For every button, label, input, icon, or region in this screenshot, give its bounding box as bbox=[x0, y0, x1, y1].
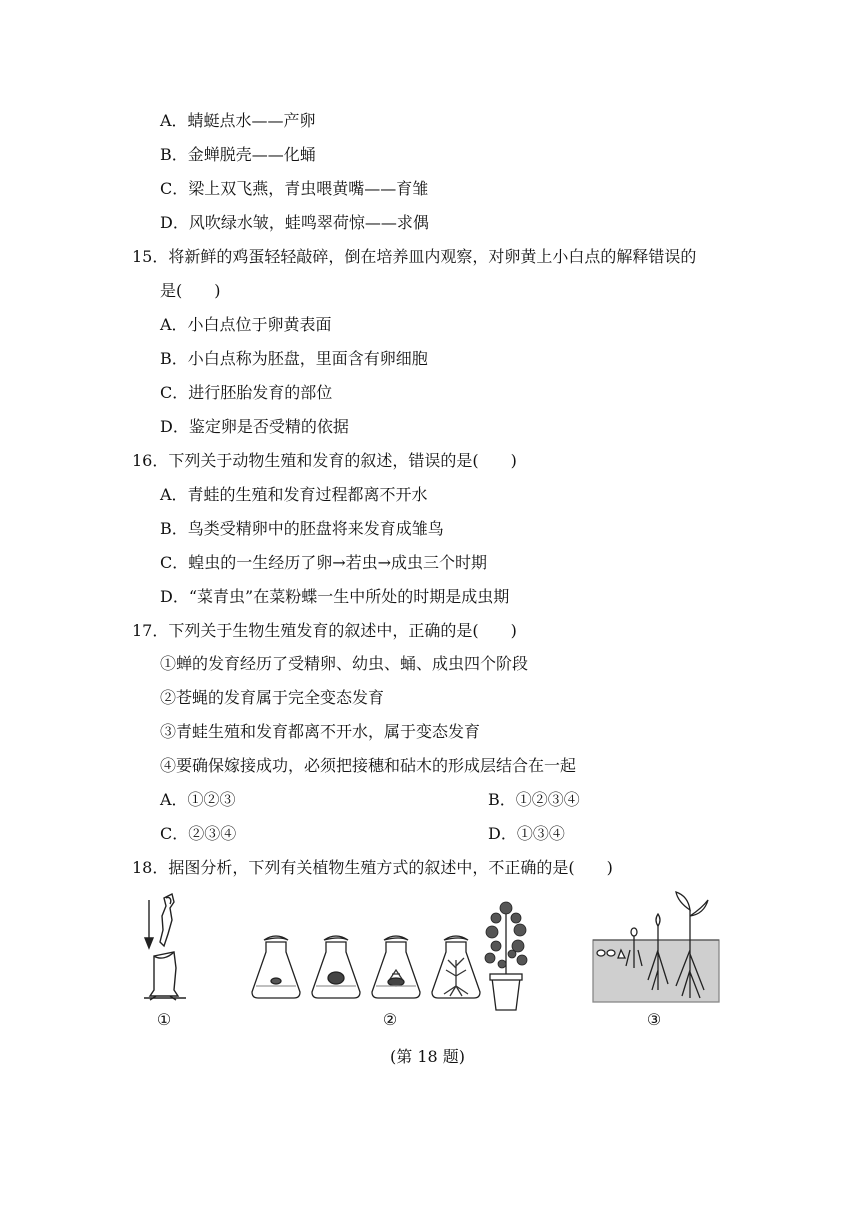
q14-option-a: A．蜻蜓点水——产卵 bbox=[160, 111, 316, 130]
q15-stem-line2: 是( ) bbox=[160, 281, 221, 300]
q17-statement-4: ④要确保嫁接成功，必须把接穗和砧木的形成层结合在一起 bbox=[160, 756, 577, 775]
tissue-culture-illustration bbox=[252, 902, 527, 1010]
q15-option-a: A．小白点位于卵黄表面 bbox=[160, 315, 332, 334]
q17-option-b: B．①②③④ bbox=[488, 790, 580, 809]
q15-option-b: B．小白点称为胚盘，里面含有卵细胞 bbox=[160, 349, 428, 368]
figure-label-1: ① bbox=[156, 1010, 172, 1029]
q17-option-d: D．①③④ bbox=[488, 824, 565, 843]
q15-option-d: D．鉴定卵是否受精的依据 bbox=[160, 417, 349, 436]
q17-statement-3: ③青蛙生殖和发育都离不开水，属于变态发育 bbox=[160, 722, 481, 741]
q14-option-b: B．金蝉脱壳——化蛹 bbox=[160, 145, 316, 164]
figure-label-2: ② bbox=[382, 1010, 398, 1029]
q18-stem: 18．据图分析，下列有关植物生殖方式的叙述中，不正确的是( ) bbox=[132, 858, 613, 877]
q16-option-a: A．青蛙的生殖和发育过程都离不开水 bbox=[160, 485, 428, 504]
q17-option-c: C．②③④ bbox=[160, 824, 237, 843]
q15-stem-line1: 15．将新鲜的鸡蛋轻轻敲碎，倒在培养皿内观察，对卵黄上小白点的解释错误的 bbox=[132, 247, 697, 266]
q17-option-a: A．①②③ bbox=[160, 790, 236, 809]
q16-option-d: D．“菜青虫”在菜粉蝶一生中所处的时期是成虫期 bbox=[160, 587, 510, 606]
q16-stem: 16．下列关于动物生殖和发育的叙述，错误的是( ) bbox=[132, 451, 517, 470]
seed-germination-illustration bbox=[593, 892, 719, 1002]
figure-label-3: ③ bbox=[646, 1010, 662, 1029]
q17-statement-2: ②苍蝇的发育属于完全变态发育 bbox=[160, 688, 385, 707]
grafting-illustration bbox=[144, 894, 186, 1000]
q18-figure bbox=[130, 890, 730, 1035]
q17-stem: 17．下列关于生物生殖发育的叙述中，正确的是( ) bbox=[132, 621, 517, 640]
q16-option-b: B．鸟类受精卵中的胚盘将来发育成雏鸟 bbox=[160, 519, 444, 538]
q14-option-d: D．风吹绿水皱，蛙鸣翠荷惊——求偶 bbox=[160, 213, 429, 232]
q14-option-c: C．梁上双飞燕，青虫喂黄嘴——育雏 bbox=[160, 179, 429, 198]
q16-option-c: C．蝗虫的一生经历了卵→若虫→成虫三个时期 bbox=[160, 553, 488, 572]
q17-statement-1: ①蝉的发育经历了受精卵、幼虫、蛹、成虫四个阶段 bbox=[160, 654, 529, 673]
q15-option-c: C．进行胚胎发育的部位 bbox=[160, 383, 333, 402]
q18-figure-caption: (第 18 题) bbox=[390, 1047, 466, 1066]
